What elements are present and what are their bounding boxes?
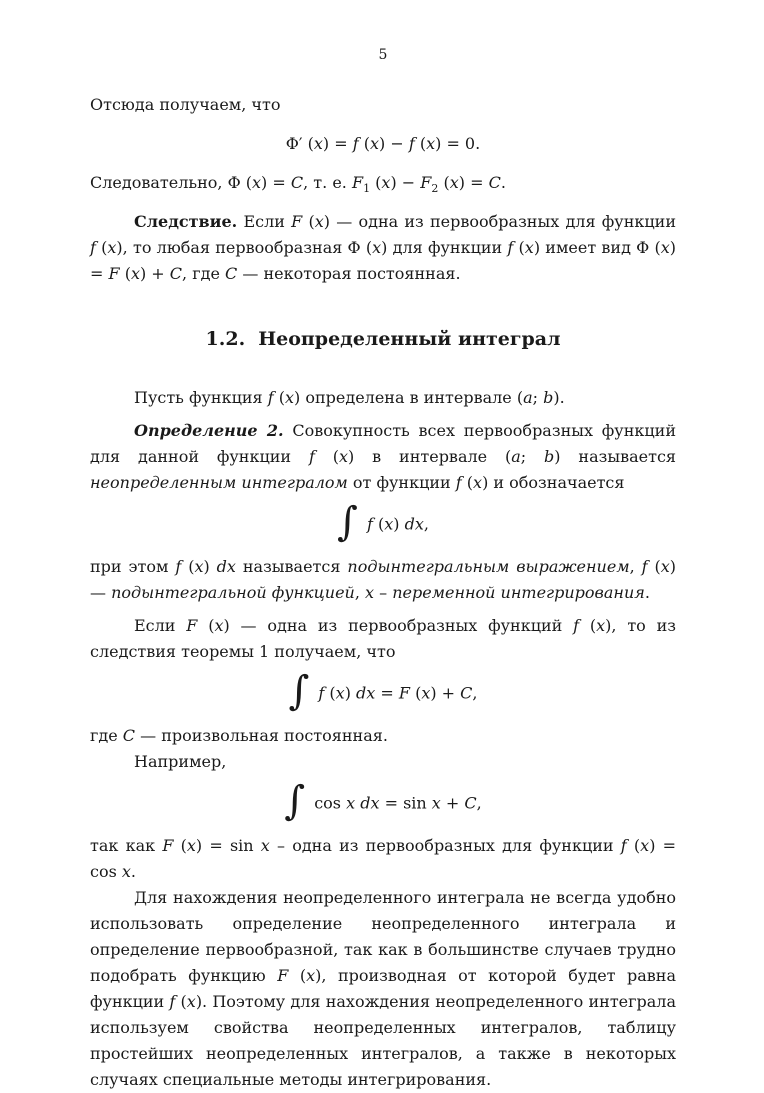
paragraph-pust-funkciya: Пусть функция f (x) определена в интервале (a; b). <box>134 388 565 407</box>
paragraph-esli-F: Если F (x) — одна из первообразных функций f (x), то из следствия теоремы 1 получаем, что <box>90 616 677 661</box>
paragraph-tak-kak: так как F (x) = sin x – одна из первообразных для функции f (x) = cos x. <box>90 836 677 881</box>
formula-cos-sin: ∫ cos x dx = sin x + C, <box>284 778 482 824</box>
formula-integral-equals-F-plus-C: ∫ f (x) dx = F (x) + C, <box>288 668 478 714</box>
section-title: Неопределенный интеграл <box>258 328 561 350</box>
section-heading <box>90 325 676 353</box>
section-number: 1.2. <box>205 328 246 350</box>
formula-indefinite-integral: ∫ f (x) dx, <box>337 499 429 545</box>
paragraph-definition-2: Определение 2. Совокупность всех первообразных функций для данной функции f (x) в интервале (a; b) называется неопределенным интегралом от функции f (x) и обозначается <box>90 421 676 492</box>
paragraph-corollary: Следствие. Если F (x) — одна из первообразных для функции f (x), то любая первообразная Φ (x) для функции f (x) имеет вид Φ (x) = F (x) + C, где C — некоторая постоянная. <box>90 212 677 283</box>
formula-phi-prime-zero: Φ′ (x) = f (x) − f (x) = 0. <box>285 134 481 153</box>
paragraph-sledovatelno: Следовательно, Φ (x) = C, т. е. $F_1$ $(x) - F_2$ (x) = C. <box>90 173 506 195</box>
paragraph-naprimer: Например, <box>134 752 227 771</box>
paragraph-otsuda-poluchaem: Отсюда получаем, что <box>90 95 281 114</box>
paragraph-gde-C: где C — произвольная постоянная. <box>90 726 388 745</box>
paragraph-final: Для нахождения неопределенного интеграла не всегда удобно использовать определение неопределенного интеграла и определение первообразной, так как в большинстве случаев трудно подобрать функцию F (x), производная от которой будет равна функции f (x). Поэтому для нахождения неопределенного интеграла используем свойства неопределенных интегралов, таблицу простейших неопределенных интегралов, а также в некоторых случаях специальные методы интегрирования. <box>90 888 677 1089</box>
page-number: 5 <box>378 47 388 63</box>
paragraph-pri-etom: при этом f (x) dx называется подынтегральным выражением, f (x) — подынтегральной функцией, x – переменной интегрирования. <box>90 557 677 602</box>
